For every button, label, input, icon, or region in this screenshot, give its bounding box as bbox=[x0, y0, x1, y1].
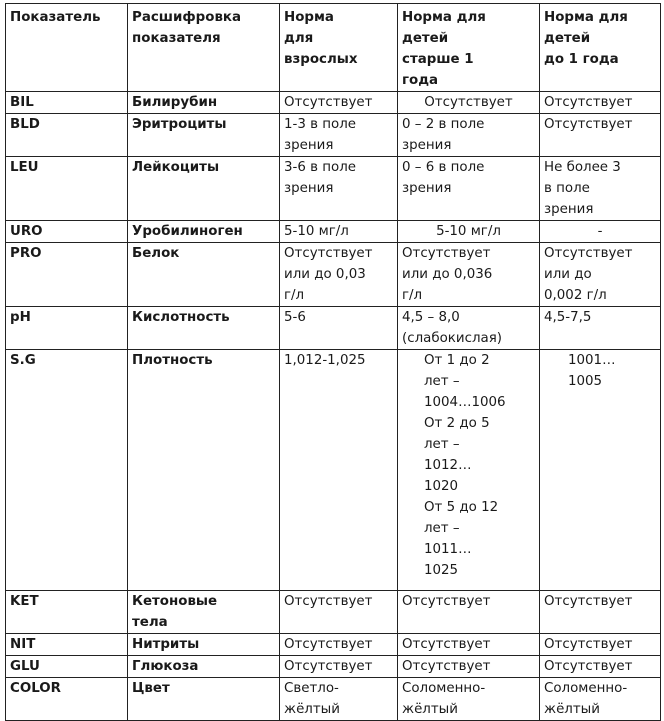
table-row bbox=[6, 678, 661, 721]
row-name: Кетоновые тела bbox=[128, 591, 280, 634]
row-adult-norm: 5-10 мг/л bbox=[280, 221, 398, 243]
row-adult-norm: Отсутствует bbox=[280, 656, 398, 678]
row-name: Цвет bbox=[128, 678, 280, 721]
table-row bbox=[6, 157, 661, 221]
row-code: BLD bbox=[6, 114, 128, 157]
row-name: Лейкоциты bbox=[128, 157, 280, 221]
row-child-norm: 0 – 6 в поле зрения bbox=[398, 157, 540, 221]
table-row bbox=[6, 307, 661, 350]
row-infant-norm: Отсутствует bbox=[540, 634, 661, 656]
row-code: BIL bbox=[6, 92, 128, 114]
row-child-norm: Соломенно- жёлтый bbox=[398, 678, 540, 721]
row-name: Глюкоза bbox=[128, 656, 280, 678]
table-header-row bbox=[6, 4, 661, 92]
row-adult-norm: 1,012-1,025 bbox=[280, 350, 398, 591]
row-name: Нитриты bbox=[128, 634, 280, 656]
urine-norms-table bbox=[5, 3, 661, 721]
row-child-norm: 5-10 мг/л bbox=[398, 221, 540, 243]
row-child-norm: 0 – 2 в поле зрения bbox=[398, 114, 540, 157]
table-row bbox=[6, 221, 661, 243]
row-adult-norm: Отсутствует или до 0,03 г/л bbox=[280, 243, 398, 307]
header-indicator: Показатель bbox=[6, 4, 128, 92]
table-row bbox=[6, 634, 661, 656]
table-row bbox=[6, 656, 661, 678]
table-row bbox=[6, 243, 661, 307]
table-row bbox=[6, 350, 661, 591]
row-adult-norm: 3-6 в поле зрения bbox=[280, 157, 398, 221]
row-adult-norm: Отсутствует bbox=[280, 591, 398, 634]
row-child-norm: Отсутствует bbox=[398, 656, 540, 678]
row-name: Эритроциты bbox=[128, 114, 280, 157]
row-infant-norm: 4,5-7,5 bbox=[540, 307, 661, 350]
row-child-norm: 4,5 – 8,0 (слабокислая) bbox=[398, 307, 540, 350]
row-code: LEU bbox=[6, 157, 128, 221]
row-child-norm: От 1 до 2 лет – 1004…1006 От 2 до 5 лет – 1012… 1020 От 5 до 12 лет – 1011… 1025 bbox=[398, 350, 540, 591]
row-infant-norm: - bbox=[540, 221, 661, 243]
table-row bbox=[6, 114, 661, 157]
header-norm-children-over-1: Норма для детей старше 1 года bbox=[398, 4, 540, 92]
row-infant-norm: Соломенно- жёлтый bbox=[540, 678, 661, 721]
row-adult-norm: Светло- жёлтый bbox=[280, 678, 398, 721]
row-adult-norm: 1-3 в поле зрения bbox=[280, 114, 398, 157]
row-infant-norm: Не более 3 в поле зрения bbox=[540, 157, 661, 221]
row-name: Билирубин bbox=[128, 92, 280, 114]
header-norm-children-under-1: Норма для детей до 1 года bbox=[540, 4, 661, 92]
row-child-norm: Отсутствует bbox=[398, 634, 540, 656]
table-row bbox=[6, 92, 661, 114]
row-name: Кислотность bbox=[128, 307, 280, 350]
row-code: COLOR bbox=[6, 678, 128, 721]
row-adult-norm: 5-6 bbox=[280, 307, 398, 350]
row-name: Белок bbox=[128, 243, 280, 307]
row-code: PRO bbox=[6, 243, 128, 307]
row-infant-norm: Отсутствует bbox=[540, 92, 661, 114]
row-child-norm: Отсутствует bbox=[398, 92, 540, 114]
row-code: NIT bbox=[6, 634, 128, 656]
row-infant-norm: Отсутствует или до 0,002 г/л bbox=[540, 243, 661, 307]
row-code: S.G bbox=[6, 350, 128, 591]
row-adult-norm: Отсутствует bbox=[280, 634, 398, 656]
header-decoding: Расшифровка показателя bbox=[128, 4, 280, 92]
row-infant-norm: Отсутствует bbox=[540, 656, 661, 678]
header-norm-adults: Норма для взрослых bbox=[280, 4, 398, 92]
row-child-norm: Отсутствует bbox=[398, 591, 540, 634]
row-name: Плотность bbox=[128, 350, 280, 591]
row-code: URO bbox=[6, 221, 128, 243]
row-name: Уробилиноген bbox=[128, 221, 280, 243]
row-code: KET bbox=[6, 591, 128, 634]
row-infant-norm: 1001… 1005 bbox=[540, 350, 661, 591]
row-infant-norm: Отсутствует bbox=[540, 591, 661, 634]
table-row bbox=[6, 591, 661, 634]
row-code: pH bbox=[6, 307, 128, 350]
row-code: GLU bbox=[6, 656, 128, 678]
row-adult-norm: Отсутствует bbox=[280, 92, 398, 114]
row-child-norm: Отсутствует или до 0,036 г/л bbox=[398, 243, 540, 307]
row-infant-norm: Отсутствует bbox=[540, 114, 661, 157]
